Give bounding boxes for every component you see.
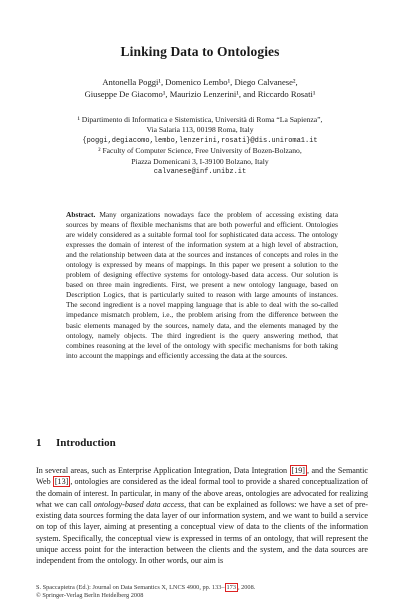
section-heading: [36, 437, 116, 449]
page-footer: [36, 584, 368, 600]
intro-emphasis: ontology-based data access: [93, 499, 185, 509]
affiliation-1-line-2: Via Salaria 113, 00198 Roma, Italy: [146, 125, 254, 135]
citation-link[interactable]: [19]: [291, 466, 305, 475]
abstract-text: Many organizations nowadays face the problem of accessing existing data sources by means of flexible mechanisms that are both powerful and efficient. Ontologies are widely considered as a suitable formal tool for sophisticated data access. The ontology expresses the domain of interest of the information system at a high level of abstraction, and the relationship between data at the sources and instances of concepts and roles in the ontology is expressed by means of mappings. In this paper we present a solution to the problem of designing effective systems for ontology-based data access. Our solution is based on three main ingredients. First, we present a new ontology language, based on Description Logics, that is particularly suited to reason with large amounts of instances. The second ingredient is a novel mapping language that is able to deal with the so-called impedance mismatch problem, i.e., the problem arising from the difference between the basic elements managed by the sources, namely data, and the elements managed by the ontology, namely objects. The third ingredient is the query answering method, that combines reasoning at the level of the ontology with specific mechanisms for both taking into account the mappings and efficiently accessing the data at the sources.: [66, 210, 338, 360]
footer-citation-text: , 2008.: [237, 584, 256, 591]
section-title: Introduction: [56, 437, 116, 449]
introduction-paragraph: [36, 465, 368, 566]
intro-text: , and the Semantic Web: [36, 466, 368, 487]
affiliation-1-line-1: ¹ Dipartimento di Informatica e Sistemistica, Università di Roma “La Sapienza”,: [77, 115, 323, 124]
affiliation-2-line-1: ² Faculty of Computer Science, Free University of Bozen-Bolzano,: [98, 146, 302, 156]
section-number: 1: [36, 437, 42, 449]
affiliation-2-email: calvanese@inf.unibz.it: [153, 168, 247, 177]
intro-text: , that can be explained as follows: we have a set of pre-existing data sources forming the data layer of our information system, and we want to build a service on top of this layer, aiming at presenting a conceptual view of data to the clients of the information system. Specifically, the conceptual view is expressed in terms of an ontology, that will represent the unique access point for the interaction between the clients and the system, and the data sources are independent from the ontology. In other words, our aim is: [36, 499, 368, 565]
footer-copyright: © Springer-Verlag Berlin Heidelberg 2008: [36, 592, 144, 600]
author-line-1: Antonella Poggi¹, Domenico Lembo¹, Diego Calvanese²,: [102, 77, 298, 87]
abstract-label: Abstract.: [66, 210, 96, 219]
abstract: [66, 210, 338, 361]
affiliation-1-emails: {poggi,degiacomo,lembo,lenzerini,rosati}@dis.uniroma1.it: [82, 136, 318, 145]
paper-title: Linking Data to Ontologies: [120, 44, 280, 59]
author-list: [0, 76, 400, 100]
page-link[interactable]: 173: [226, 584, 236, 591]
footer-citation-text: S. Spaccapietra (Ed.): Journal on Data Semantics X, LNCS 4900, pp. 133–: [36, 584, 225, 591]
author-line-2: Giuseppe De Giacomo¹, Maurizio Lenzerini¹, and Riccardo Rosati¹: [84, 89, 316, 99]
footer-citation: [36, 584, 368, 592]
affiliations: [0, 115, 400, 177]
intro-text: , ontologies are considered as the ideal formal tool to provide a shared conceptualization of the domain of interest. In particular, in many of the above areas, ontologies are advocated for realizing what we can call: [36, 477, 368, 509]
intro-text: In several areas, such as Enterprise Application Integration, Data Integration: [36, 466, 290, 475]
affiliation-2-line-2: Piazza Domenicani 3, I-39100 Bolzano, Italy: [131, 156, 269, 166]
citation-link[interactable]: [13]: [54, 477, 69, 487]
